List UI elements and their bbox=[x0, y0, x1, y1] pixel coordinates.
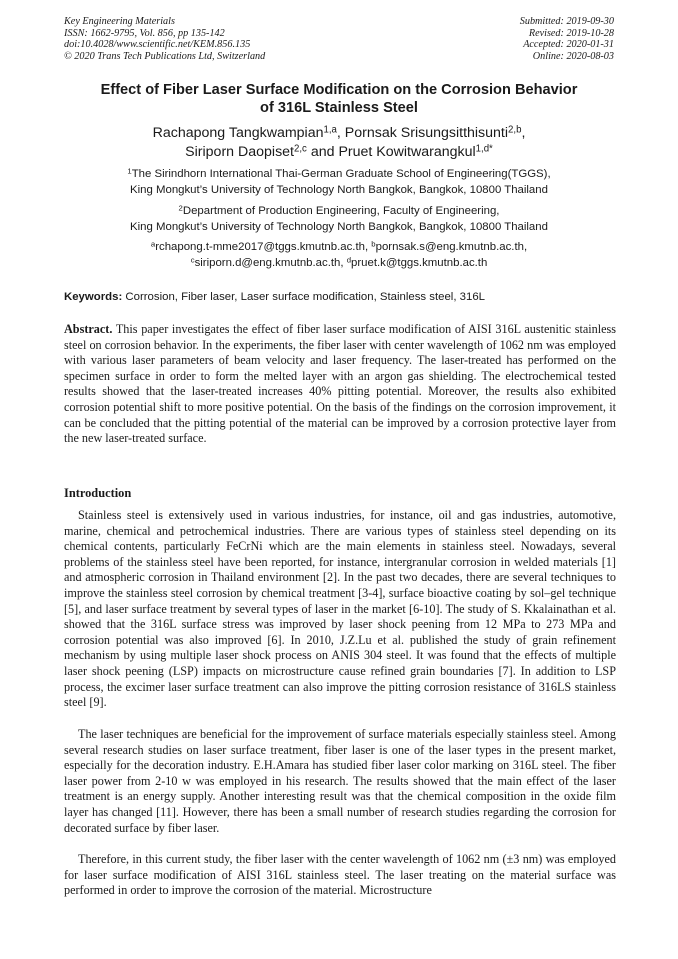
affiliation-line: King Mongkut’s University of Technology North Bangkok, Bangkok, 10800 Thailand bbox=[130, 220, 548, 233]
abstract-text: This paper investigates the effect of fiber laser surface modification of AISI 316L austenitic stainless steel on corrosion behavior. In the experiments, the fiber laser with center wavelength of 1062 nm was employed with various laser parameters of beam velocity and laser frequency. The laser-treated has performed on the specimen surface in order to form the melted layer with an argon gas shielding. The electrochemical tested results showed that the laser-treated increases 40% pitting potential. Moreover, the results also exhibited corrosion potential shift to more positive potential. On the basis of the findings on the corrosion improvement, it can be concluded that the pitting potential of the material can be improved by a corrosion protective layer from the new laser-treated surface. bbox=[64, 322, 616, 446]
affiliation-text: The Sirindhorn International Thai-German Graduate School of Engineering(TGGS), bbox=[131, 168, 551, 180]
author-affil-sup: 2,c bbox=[294, 143, 307, 155]
email-address[interactable]: rchapong.t-mme2017@tggs.kmutnb.ac.th bbox=[155, 241, 365, 253]
introduction-paragraph-3: Therefore, in this current study, the fiber laser with the center wavelength of 1062 nm (±3 nm) was employed for laser surface modification of AISI 316L stainless steel. The laser treating on the material surface was performed in order to improve the corrosion of the material. Microstructure bbox=[64, 852, 616, 898]
introduction-paragraph-1: Stainless steel is extensively used in various industries, for instance, oil and gas industries, automotive, marine, chemical and petrochemical industries. There are various types of stainless steel depending on its chemical contents, particularly FeCrNi which are the main elements in stainless steel. Nowadays, several problems of the stainless steel have been reported, for instance, intergranular corrosion in welded materials [1] and atmospheric corrosion in Thailand environment [2]. In the past two decades, there are several techniques to improve the stainless steel corrosion by chemical treatment [3-4], surface bioactive coating by sol–gel technique [5], and laser surface treatment by several types of laser in the market [6-10]. The study of S. Kkalainathan et al. showed that the 316L surface stress was improved by laser shock peening from 12 MPa to 273 MPa and corrosion potential was also improved [6]. In 2010, J.Z.Lu et al. published the study of grain refinement mechanism by using multiple laser shock process on ANIS 304 steel. It was found that the effects of multiple laser shock peening (LSP) impacts on microstructure cause refined grain boundaries [7]. In addition to LSP process, the excimer laser surface treatment can also improve the pitting corrosion resistance of 316LS stainless steel [9]. bbox=[64, 508, 616, 710]
affiliation-sup: 1 bbox=[127, 166, 132, 176]
affiliation-line bbox=[60, 204, 618, 220]
email-line-1 bbox=[60, 240, 618, 256]
affiliation-sup: 2 bbox=[178, 203, 183, 213]
paper-title bbox=[60, 81, 618, 117]
introduction-paragraph-2: The laser techniques are beneficial for the improvement of surface materials especially stainless steel. Among several research studies on laser surface treatment, fiber laser is one of the laser types in the present market, especially for the decoration industry. E.H.Amara has studied fiber laser color marking on 316L steel. The fiber laser power from 2-10 w was employed in his research. The results showed that the main effect of the laser treatment is an energy supply. Another interesting result was that the chemical composition in the oxide film layer has changed [11]. However, there has been a small number of research studies regarding the corrosion for decorated surface by fiber laser. bbox=[64, 727, 616, 835]
abstract-label: Abstract. bbox=[64, 322, 113, 336]
author-affil-sup: 1,d* bbox=[475, 143, 493, 155]
author-separator: , bbox=[336, 125, 345, 141]
abstract bbox=[64, 322, 616, 447]
email-address[interactable]: siriporn.d@eng.kmutnb.ac.th bbox=[194, 256, 341, 269]
email-sup: c bbox=[190, 255, 195, 265]
affiliation-text: Department of Production Engineering, Faculty of Engineering, bbox=[182, 205, 500, 217]
author-list bbox=[60, 124, 618, 162]
author-separator: and bbox=[306, 144, 339, 160]
author-affil-sup: 2,b bbox=[508, 124, 522, 136]
keywords-label: Keywords: bbox=[64, 291, 123, 303]
author-emails bbox=[60, 240, 618, 271]
author-name: Rachapong Tangkwampian bbox=[152, 125, 324, 141]
issn-line: ISSN: 1662-9795, Vol. 856, pp 135-142 bbox=[64, 27, 225, 39]
email-line-2 bbox=[60, 256, 618, 272]
journal-info bbox=[64, 16, 265, 62]
email-address[interactable]: pruet.k@tggs.kmutnb.ac.th bbox=[351, 256, 488, 269]
submitted-date: Submitted: 2019-09-30 bbox=[519, 16, 614, 27]
doi-line[interactable]: doi:10.4028/www.scientific.net/KEM.856.135 bbox=[64, 39, 251, 51]
email-sup: b bbox=[371, 239, 376, 249]
email-separator: , bbox=[340, 256, 347, 269]
title-line-2: of 316L Stainless Steel bbox=[260, 100, 418, 116]
keywords-text: Corrosion, Fiber laser, Laser surface modification, Stainless steel, 316L bbox=[122, 291, 486, 303]
copyright-line: © 2020 Trans Tech Publications Ltd, Switzerland bbox=[64, 50, 266, 62]
author-name: Pruet Kowitwarangkul bbox=[338, 144, 476, 160]
email-address[interactable]: pornsak.s@eng.kmutnb.ac.th, bbox=[375, 241, 528, 253]
affiliation-2 bbox=[60, 204, 618, 235]
section-heading-introduction: Introduction bbox=[64, 486, 132, 500]
author-line-1 bbox=[60, 124, 618, 143]
affiliation-line: King Mongkut’s University of Technology North Bangkok, Bangkok, 10800 Thailand bbox=[130, 183, 548, 196]
affiliation-line bbox=[60, 167, 618, 183]
keywords bbox=[64, 290, 616, 305]
affiliation-1 bbox=[60, 167, 618, 198]
author-name: Pornsak Srisungsitthisunti bbox=[344, 125, 509, 141]
title-line-1: Effect of Fiber Laser Surface Modification on the Corrosion Behavior bbox=[100, 82, 578, 98]
journal-name: Key Engineering Materials bbox=[64, 16, 175, 27]
author-affil-sup: 1,a bbox=[323, 124, 337, 136]
email-separator: , bbox=[364, 241, 372, 253]
email-sup: a bbox=[150, 239, 156, 249]
author-separator: , bbox=[521, 125, 526, 141]
accepted-date: Accepted: 2020-01-31 bbox=[523, 39, 614, 51]
author-line-2 bbox=[60, 143, 618, 162]
online-date: Online: 2020-08-03 bbox=[532, 50, 614, 62]
email-sup: d bbox=[346, 255, 352, 265]
revised-date: Revised: 2019-10-28 bbox=[528, 27, 614, 39]
submission-dates bbox=[520, 16, 614, 62]
author-name: Siriporn Daopiset bbox=[185, 144, 294, 160]
